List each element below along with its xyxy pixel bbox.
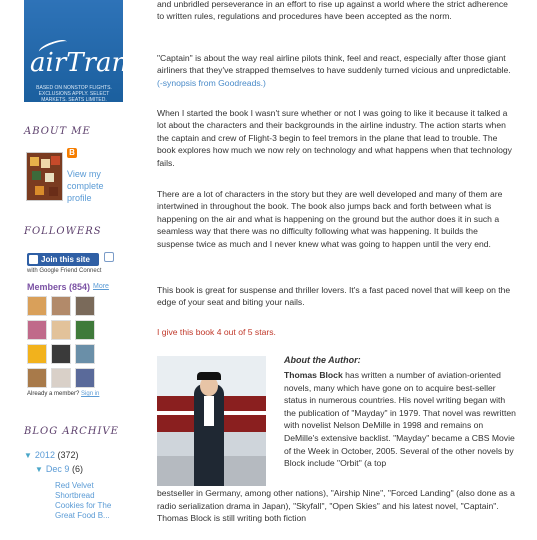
ad-fine-print: BASED ON NONSTOP FLIGHTS. EXCLUSIONS APPLY. SELECT MARKETS. SEATS LIMITED. bbox=[36, 85, 112, 103]
archive-month-row[interactable] bbox=[35, 464, 83, 474]
blog-archive-heading: BLOG ARCHIVE bbox=[24, 426, 119, 437]
goodreads-link[interactable]: (-synopsis from Goodreads.) bbox=[157, 77, 266, 88]
profile-photo[interactable] bbox=[26, 152, 63, 201]
join-site-button[interactable] bbox=[27, 253, 99, 266]
member-avatar[interactable] bbox=[27, 296, 47, 316]
blogger-icon[interactable]: B bbox=[67, 148, 77, 158]
archive-year-count: (372) bbox=[57, 450, 79, 460]
already-member-label: Already a member? bbox=[27, 391, 80, 397]
author-bio-continued: bestseller in Germany, among other nations), "Airship Nine", "Forced Landing" (also done as a radio serialization drama in Japan), "Skyfall", "Open Skies" and his latest novel, "Captain". Thomas Block is still writing both fiction bbox=[157, 488, 515, 524]
member-avatar[interactable] bbox=[75, 368, 95, 388]
member-avatar[interactable] bbox=[27, 320, 47, 340]
member-avatar[interactable] bbox=[51, 344, 71, 364]
followers-heading: FOLLOWERS bbox=[24, 226, 102, 237]
sign-in-link[interactable]: Sign in bbox=[81, 391, 100, 397]
member-avatar[interactable] bbox=[27, 368, 47, 388]
archive-year-row[interactable] bbox=[24, 450, 78, 460]
member-avatar[interactable] bbox=[51, 368, 71, 388]
gfc-caption: with Google Friend Connect bbox=[27, 268, 102, 274]
post-paragraph: and unbridled perseverance in an effort to rise up against a world where the strict adherence to written rules, regulations and procedures have been accepted as the norm. bbox=[157, 0, 508, 22]
about-author-heading: About the Author: bbox=[284, 355, 361, 365]
archive-year-link[interactable]: 2012 bbox=[34, 450, 55, 460]
author-name: Thomas Block bbox=[284, 370, 343, 380]
post-body bbox=[150, 0, 537, 540]
sidebar bbox=[0, 0, 150, 540]
member-avatar[interactable] bbox=[75, 320, 95, 340]
member-avatar[interactable] bbox=[75, 344, 95, 364]
post-paragraph bbox=[157, 52, 517, 89]
post-paragraph: This book is great for suspense and thriller lovers. It's a fast paced novel that will keep on the edge of your seat and biting your nails. bbox=[157, 285, 511, 308]
archive-month-link[interactable]: Dec 9 bbox=[45, 464, 70, 474]
post-paragraph: There are a lot of characters in the story but they are well developed and many of them are intertwined in throughout the book. The book also jumps back and forth between what is happening on the air and what is happening on the ground but the author does it in such a seamless way that there was no difficulty following what was happening. It builds the suspense twice as much and I never knew what was going to happen until the very end. bbox=[157, 189, 503, 249]
gfc-icon bbox=[29, 255, 38, 264]
member-avatar[interactable] bbox=[27, 344, 47, 364]
author-bio-text: has written a number of aviation-oriented novels, many which have gone on to acquire best-seller status in numerous countries. His novel writing began with the publication of "Mayday" in 1979. That novel was rewritten with novelist Nelson DeMille in 1998 and remains on DeMille's extensive backlist. "Mayday" became a CBS Movie of the Week in October, 2005. Several of the other novels by Block include "Orbit" (a top bbox=[284, 370, 516, 469]
rating-text: I give this book 4 out of 5 stars. bbox=[157, 327, 276, 337]
external-link-icon[interactable] bbox=[104, 252, 114, 262]
archive-post-link[interactable]: Red Velvet Shortbread Cookies for The Great Food B... bbox=[55, 481, 112, 520]
archive-month-count: (6) bbox=[71, 464, 83, 474]
author-photo bbox=[157, 356, 266, 486]
triangle-down-icon[interactable]: ▼ bbox=[35, 465, 43, 474]
airtran-ad-banner[interactable] bbox=[24, 0, 129, 103]
members-count: Members (854) bbox=[27, 282, 91, 292]
about-me-heading: ABOUT ME bbox=[24, 126, 91, 137]
join-site-label: Join this site bbox=[41, 255, 90, 264]
author-bio bbox=[284, 369, 517, 470]
ad-logo: airTran bbox=[30, 48, 129, 78]
post-paragraph: When I started the book I wasn't sure whether or not I was going to like it because it talked a lot about the characters and their backgrounds in the airline industry. The action starts when the captain and crew of Flight-3 begin to feel tremors in the plane that lead to trouble. The book explores how much we now rely on technology and what happens when that technology fails. bbox=[157, 108, 512, 168]
member-avatar[interactable] bbox=[51, 296, 71, 316]
synopsis-text: "Captain" is about the way real airline pilots think, feel and react, especially after those giant airliners that they've strapped themselves to have suddenly turned vicious and unpredictable. bbox=[157, 53, 511, 76]
member-avatar[interactable] bbox=[51, 320, 71, 340]
more-members-link[interactable]: More bbox=[93, 283, 109, 290]
member-avatar[interactable] bbox=[75, 296, 95, 316]
triangle-down-icon[interactable]: ▼ bbox=[24, 451, 32, 460]
already-member-text bbox=[27, 391, 99, 397]
view-profile-link[interactable]: View my complete profile bbox=[67, 169, 104, 203]
